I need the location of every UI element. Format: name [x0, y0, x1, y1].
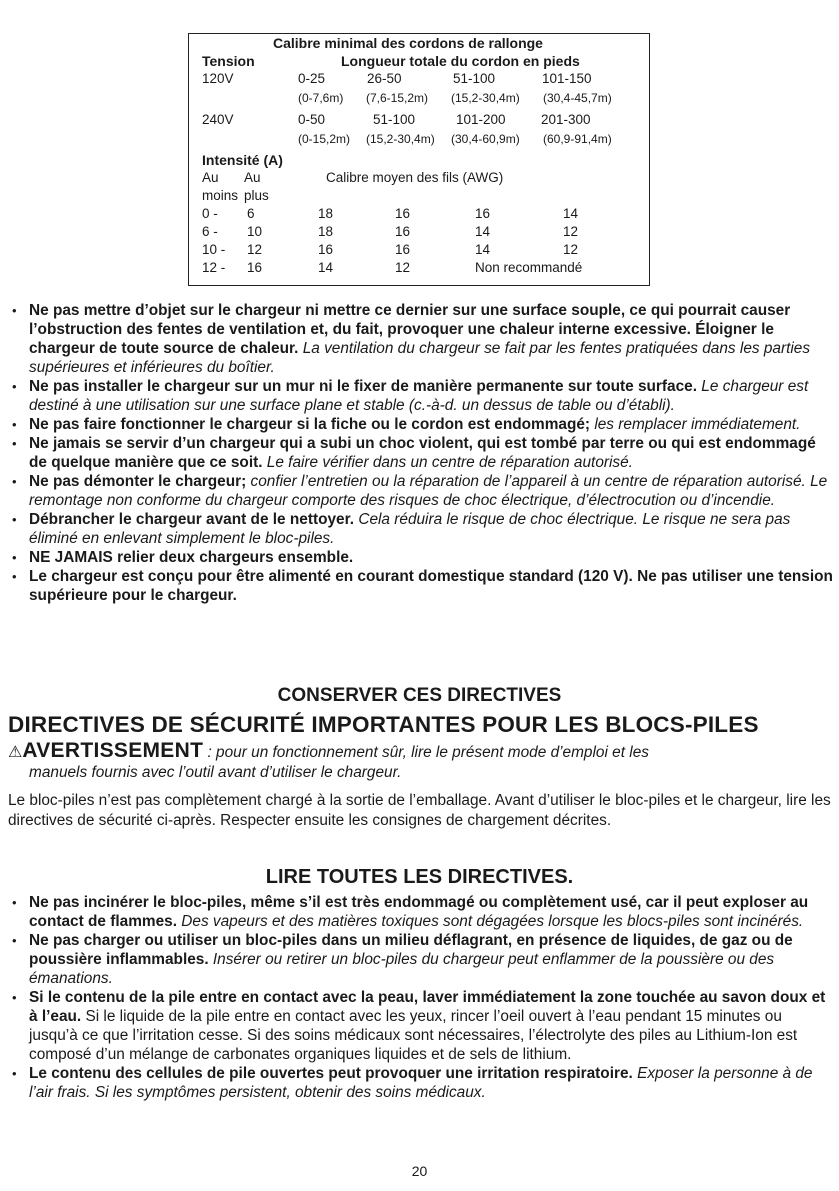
awg-cell: 16: [395, 224, 411, 239]
amperage-header: Intensité (A): [202, 152, 283, 168]
au-label: Au: [244, 170, 261, 185]
awg-header: Calibre moyen des fils (AWG): [326, 170, 504, 185]
warning-block: [8, 741, 834, 783]
battery-safety-list: [8, 893, 834, 1102]
awg-cell: 14: [475, 224, 491, 239]
voltage-120: 120V: [202, 71, 234, 86]
amp-from: 10 -: [202, 242, 226, 257]
awg-cell: 14: [475, 242, 491, 257]
list-item: • Si le contenu de la pile entre en contact avec la peau, laver immédiatement la zone touchée au savon doux et à l’eau. Si le liquide de la pile entre en contact avec les yeux, rincer l’oeil ouvert à l’eau pendant 15 minutes ou jusqu’à ce que l’irritation cesse. Si des soins médicaux sont nécessaires, l’électrolyte des piles au Lithium-Ion est composé d’un mélange de carbonates organiques liquides et de sels de lithium.: [8, 988, 834, 1064]
intro-paragraph: Le bloc-piles n’est pas complètement chargé à la sortie de l’emballage. Avant d’utiliser le bloc-piles et le chargeur, lire les directives de sécurité ci-après. Respecter ensuite les consignes de chargement décrites.: [8, 792, 831, 829]
list-item: • Ne pas charger ou utiliser un bloc-piles dans un milieu déflagrant, en présence de liquides, de gaz ou de poussière inflammables. Insérer ou retirer un bloc-piles du chargeur peut enflammer de la poussière ou des émanations.: [8, 931, 834, 988]
awg-cell: 16: [318, 242, 334, 257]
list-item: • Ne pas démonter le chargeur; confier l’entretien ou la réparation de l’appareil à un centre de réparation autorisé. Le remontage non conforme du chargeur comporte des risques de choc électrique, d’électrocution ou d’incendie.: [8, 472, 834, 510]
warning-text: : pour un fonctionnement sûr, lire le présent mode d’emploi et les: [207, 744, 649, 761]
amp-to: 16: [247, 260, 263, 275]
list-item: • Ne pas faire fonctionner le chargeur si la fiche ou le cordon est endommagé; les remplacer immédiatement.: [8, 415, 834, 434]
moins-label: moins: [202, 188, 239, 203]
awg-cell: 14: [563, 206, 579, 221]
amp-to: 10: [247, 224, 263, 239]
length-header: Longueur totale du cordon en pieds: [341, 53, 580, 69]
awg-cell: 16: [395, 206, 411, 221]
charger-safety-list: [8, 301, 834, 605]
awg-cell: 16: [475, 206, 491, 221]
list-item: • Ne pas incinérer le bloc-piles, même s’il est très endommagé ou complètement usé, car il peut exploser au contact de flammes. Des vapeurs et des matières toxiques sont dégagées lorsque les blocs-piles sont incinérés.: [8, 893, 834, 931]
awg-cell: 12: [563, 224, 579, 239]
list-item: • Ne pas installer le chargeur sur un mur ni le fixer de manière permanente sur toute surface. Le chargeur est destiné à une utilisation sur une surface plane et stable (c.-à-d. un dessus de table ou d’établi).: [8, 377, 834, 415]
warning-text-2: manuels fournis avec l’outil avant d’utiliser le chargeur.: [29, 764, 402, 781]
length-m-cell: (30,4-60,9m): [451, 132, 520, 146]
length-m-cell: (0-7,6m): [298, 91, 344, 105]
plus-label: plus: [244, 188, 269, 203]
length-ft-cell: 51-100: [453, 71, 496, 86]
list-item: • Le contenu des cellules de pile ouvertes peut provoquer une irritation respiratoire. Exposer la personne à de l’air frais. Si les symptômes persistent, obtenir des soins médicaux.: [8, 1064, 834, 1102]
length-m-cell: (15,2-30,4m): [451, 91, 520, 105]
awg-cell: 16: [395, 242, 411, 257]
length-m-cell: (60,9-91,4m): [543, 132, 612, 146]
conserver-heading: CONSERVER CES DIRECTIVES: [277, 685, 562, 706]
amp-from: 6 -: [202, 224, 218, 239]
awg-cell: 18: [318, 224, 334, 239]
list-item: • Ne pas mettre d’objet sur le chargeur ni mettre ce dernier sur une surface souple, ce qui pourrait causer l’obstruction des fentes de ventilation et, du fait, provoquer une chaleur interne excessive. Éloigner le chargeur de toute source de chaleur. La ventilation du chargeur se fait par les fentes pratiquées dans les parties supérieures et inférieures du boîtier.: [8, 301, 834, 377]
length-m-cell: (0-15,2m): [298, 132, 351, 146]
awg-cell: 12: [395, 260, 411, 275]
au-label: Au: [202, 170, 219, 185]
length-m-cell: (30,4-45,7m): [543, 91, 612, 105]
section-heading: DIRECTIVES DE SÉCURITÉ IMPORTANTES POUR LES BLOCS-PILES: [8, 712, 759, 737]
length-m-cell: (7,6-15,2m): [366, 91, 429, 105]
warning-icon: ⚠: [8, 744, 23, 761]
length-ft-cell: 101-150: [542, 71, 592, 86]
awg-cell: 14: [318, 260, 334, 275]
length-m-cell: (15,2-30,4m): [366, 132, 435, 146]
voltage-240: 240V: [202, 112, 234, 127]
length-ft-cell: 101-200: [456, 112, 506, 127]
length-ft-cell: 51-100: [373, 112, 416, 127]
amp-to: 12: [247, 242, 263, 257]
length-ft-cell: 26-50: [367, 71, 402, 86]
awg-cell: Non recommandé: [475, 260, 583, 275]
table-title: Calibre minimal des cordons de rallonge: [273, 35, 543, 51]
awg-cell: 18: [318, 206, 334, 221]
amp-from: 0 -: [202, 206, 218, 221]
list-item: • Le chargeur est conçu pour être alimenté en courant domestique standard (120 V). Ne pas utiliser une tension supérieure pour le chargeur.: [8, 567, 834, 605]
lire-heading: LIRE TOUTES LES DIRECTIVES.: [265, 866, 574, 888]
list-item: • NE JAMAIS relier deux chargeurs ensemble.: [8, 548, 834, 567]
length-ft-cell: 0-50: [298, 112, 326, 127]
list-item: • Ne jamais se servir d’un chargeur qui a subi un choc violent, qui est tombé par terre ou qui est endommagé de quelque manière que ce soit. Le faire vérifier dans un centre de réparation autorisé.: [8, 434, 834, 472]
extension-cord-table: [188, 33, 650, 286]
length-ft-cell: 0-25: [298, 71, 326, 86]
awg-cell: 12: [563, 242, 579, 257]
amp-to: 6: [247, 206, 255, 221]
amp-from: 12 -: [202, 260, 226, 275]
warning-label: AVERTISSEMENT: [22, 739, 204, 762]
tension-header: Tension: [202, 53, 255, 69]
length-ft-cell: 201-300: [541, 112, 591, 127]
page-number: 20: [411, 1163, 428, 1179]
list-item: • Débrancher le chargeur avant de le nettoyer. Cela réduira le risque de choc électrique. Le risque ne sera pas éliminé en enlevant simplement le bloc-piles.: [8, 510, 834, 548]
